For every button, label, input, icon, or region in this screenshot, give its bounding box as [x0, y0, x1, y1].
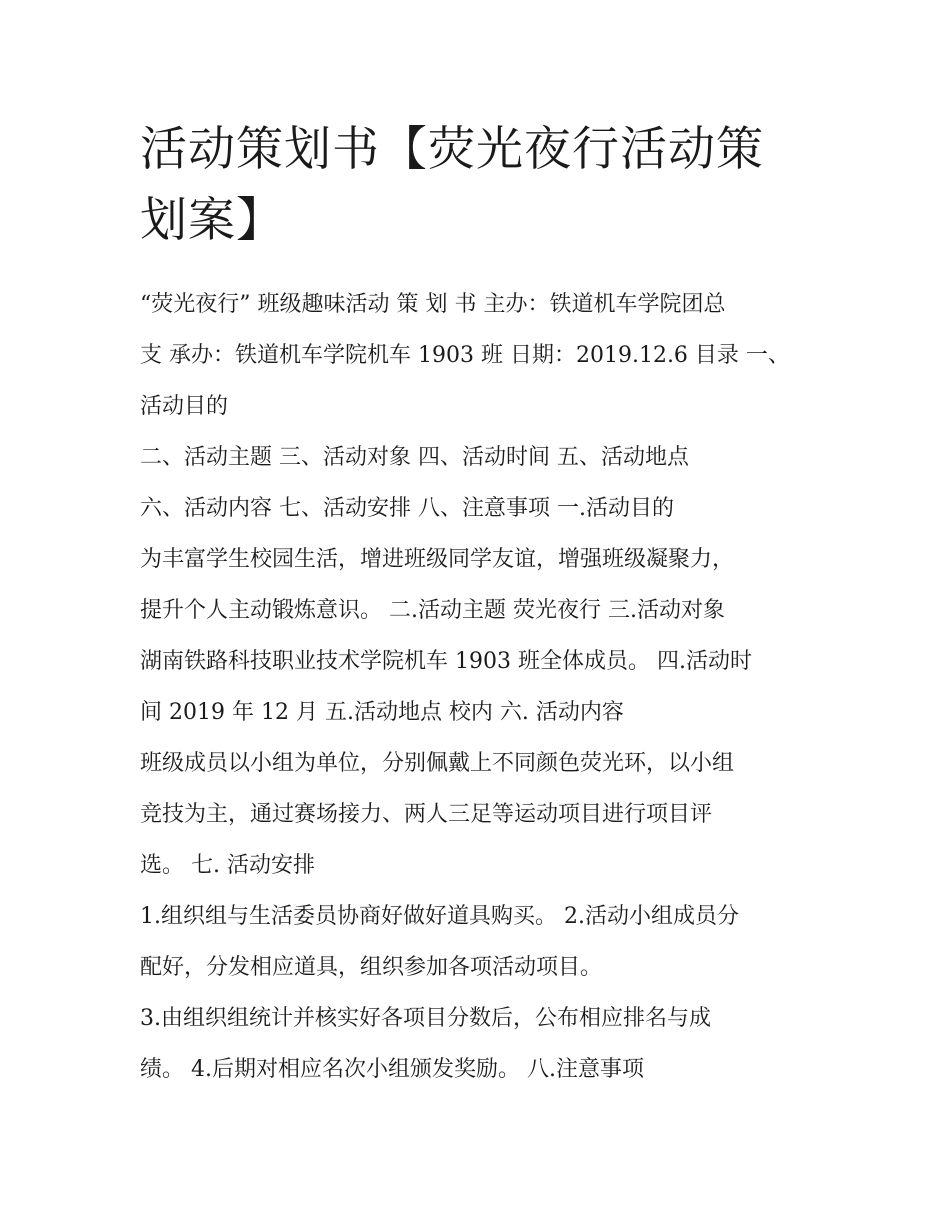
- body-line: 六、活动内容 七、活动安排 八、注意事项 一.活动目的: [140, 496, 674, 521]
- document-body: [140, 279, 830, 1095]
- body-line: 支 承办：铁道机车学院机车 1903 班 日期：2019.12.6 目录 一、: [140, 343, 790, 368]
- body-line: 班级成员以小组为单位，分别佩戴上不同颜色荧光环，以小组: [140, 751, 735, 776]
- body-line: 活动目的: [140, 394, 229, 419]
- body-line: 提升个人主动锻炼意识。 二.活动主题 荧光夜行 三.活动对象: [140, 598, 725, 623]
- title-line: 划案】: [140, 193, 284, 248]
- body-line: 配好，分发相应道具，组织参加各项活动项目。: [140, 955, 603, 980]
- title-line: 活动策划书【荧光夜行活动策: [140, 122, 764, 177]
- body-line: 选。 七. 活动安排: [140, 853, 315, 878]
- body-line: 1.组织组与生活委员协商好做好道具购买。 2.活动小组成员分: [140, 904, 739, 929]
- body-line: 竞技为主，通过赛场接力、两人三足等运动项目进行项目评: [140, 802, 713, 827]
- body-line: 绩。 4.后期对相应名次小组颁发奖励。 八.注意事项: [140, 1057, 644, 1082]
- body-line: 3.由组织组统计并核实好各项目分数后，公布相应排名与成: [140, 1006, 711, 1031]
- body-line: 间 2019 年 12 月 五.活动地点 校内 六. 活动内容: [140, 700, 624, 725]
- document-title: [140, 114, 820, 256]
- body-line: 湖南铁路科技职业技术学院机车 1903 班全体成员。 四.活动时: [140, 649, 752, 674]
- body-line: “荧光夜行” 班级趣味活动 策 划 书 主办：铁道机车学院团总: [140, 292, 726, 317]
- body-line: 二、活动主题 三、活动对象 四、活动时间 五、活动地点: [140, 445, 689, 470]
- body-line: 为丰富学生校园生活，增进班级同学友谊，增强班级凝聚力，: [140, 547, 735, 572]
